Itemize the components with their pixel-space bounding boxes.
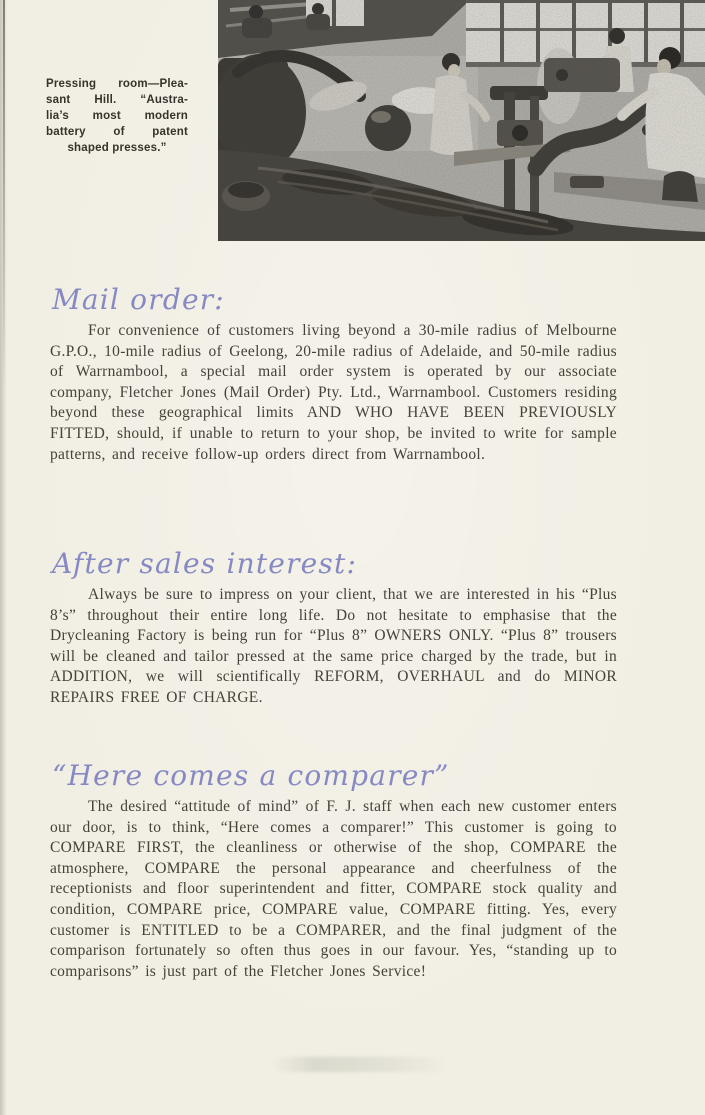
comparer-body: The desired “attitude of mind” of F. J. staff when each new customer enters our door, is to think, “Here comes a comparer!” This customer is going to COMPARE FIRST, the cleanliness or otherwise of the shop, COMPARE the atmosphere, COMPARE the personal appearance and cheerfulness of the receptionists and floor superintendent and fitter, COMPARE stock quality and condition, COMPARE price, COMPARE value, COMPARE fitting. Yes, every customer is ENTITLED to be a COMPARER, and the final judgment of the comparison fortunately so often thus goes in our favour. Yes, “standing up to comparisons” is just part of the Fletcher Jones Service! <box>50 798 617 980</box>
section-mail-order <box>50 283 617 465</box>
caption-line: shaped presses.” <box>67 142 167 154</box>
reverse-page-show-through-smudge <box>272 1057 447 1072</box>
mail-order-body: For convenience of customers living beyond a 30-mile radius of Melbourne G.P.O., 10-mile radius of Geelong, 20-mile radius of Adelaide, and 50-mile radius of Warrnambool, a special mail order system is operated by our associate company, Fletcher Jones (Mail Order) Pty. Ltd., Warrnambool. Customers residing beyond these geographical limits AND WHO HAVE BEEN PREVIOUSLY FITTED, should, if unable to return to your shop, be invited to write for sample patterns, and receive follow-up orders direct from Warrnambool. <box>50 322 617 463</box>
caption-line: Pressing room—Plea- <box>46 78 188 90</box>
pressing-room-photo-art <box>218 0 705 241</box>
caption-line: lia’s most modern <box>46 110 188 122</box>
section-after-sales-interest <box>50 547 617 709</box>
binding-edge-line <box>3 0 5 385</box>
photo-caption <box>46 76 188 156</box>
pressing-room-photo <box>218 0 705 241</box>
section-here-comes-a-comparer <box>50 759 617 982</box>
caption-line: battery of patent <box>46 126 188 138</box>
mail-order-heading: Mail order: <box>52 283 225 316</box>
after-sales-body: Always be sure to impress on your client, that we are interested in his “Plus 8’s” throughout their entire long life. Do not hesitate to emphasise that the Drycleaning Factory is being run for “Plus 8” OWNERS ONLY. “Plus 8” trousers will be cleaned and tailor pressed at the same price charged by the trade, but in ADDITION, we will scientifically REFORM, OVERHAUL and do MINOR REPAIRS FREE OF CHARGE. <box>50 586 617 706</box>
after-sales-heading: After sales interest: <box>52 547 358 580</box>
caption-line: sant Hill. “Austra- <box>46 94 188 106</box>
comparer-heading: “Here comes a comparer” <box>52 759 450 792</box>
